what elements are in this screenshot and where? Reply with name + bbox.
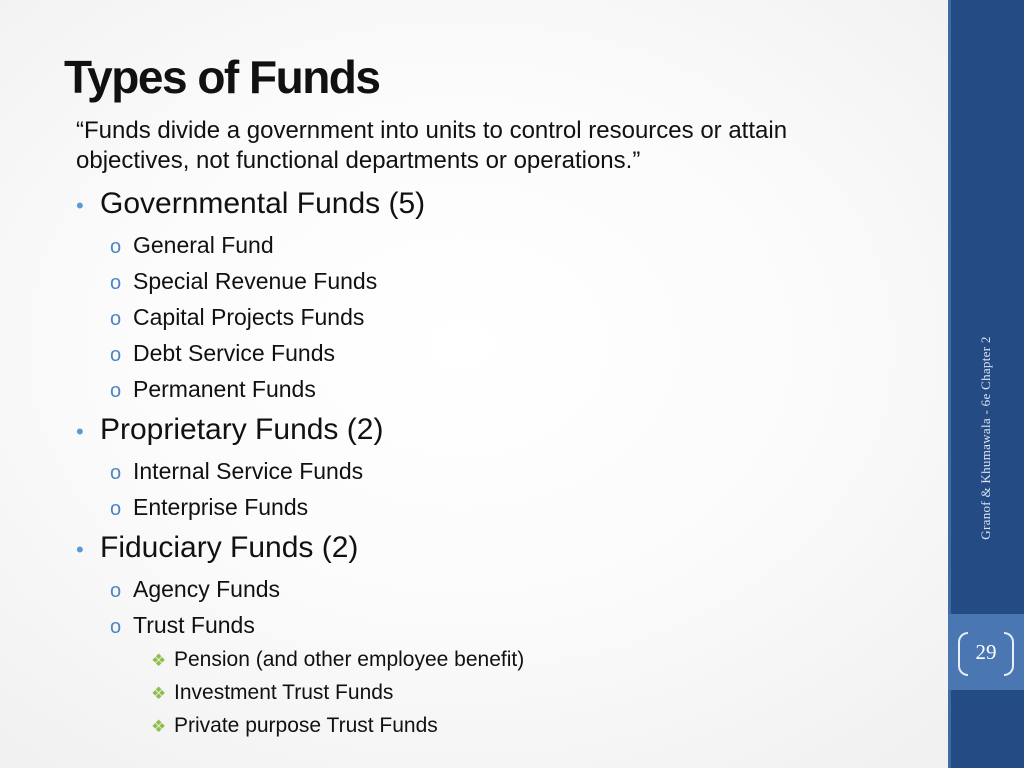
item-label: Debt Service Funds: [133, 340, 335, 366]
bullet-dot-icon: •: [76, 193, 84, 218]
list-item: [76, 644, 916, 677]
page-number: 29: [975, 640, 997, 664]
list-item: [76, 490, 916, 526]
item-label: Agency Funds: [133, 576, 281, 602]
item-label: Permanent Funds: [133, 376, 316, 402]
circle-bullet-icon: o: [110, 236, 122, 258]
circle-bullet-icon: o: [110, 616, 122, 638]
list-item: [76, 372, 916, 408]
list-item: [76, 677, 916, 710]
diamond-flower-bullet-icon: ❖: [151, 717, 167, 736]
list-item: [76, 300, 916, 336]
list-item: [76, 412, 916, 450]
subitem-label: Investment Trust Funds: [174, 681, 394, 704]
circle-bullet-icon: o: [110, 308, 122, 330]
list-item: [76, 264, 916, 300]
footer-text: Granof & Khumawala - 6e Chapter 2: [978, 336, 993, 540]
circle-bullet-icon: o: [110, 580, 122, 602]
item-label: Internal Service Funds: [133, 458, 364, 484]
list-item: [76, 228, 916, 264]
circle-bullet-icon: o: [110, 462, 122, 484]
diamond-flower-bullet-icon: ❖: [151, 651, 167, 670]
item-label: Enterprise Funds: [133, 494, 309, 520]
subitem-label: Pension (and other employee benefit): [174, 648, 525, 671]
subitem-label: Private purpose Trust Funds: [174, 714, 438, 737]
list-item: [76, 608, 916, 644]
list-item: [76, 454, 916, 490]
definition-quote: “Funds divide a government into units to control resources or attain objectives, not functional departments or operations.”: [76, 117, 788, 174]
list-item: [76, 710, 916, 743]
list-item: [76, 530, 916, 568]
circle-bullet-icon: o: [110, 344, 122, 366]
item-label: Special Revenue Funds: [133, 268, 378, 294]
item-label: Trust Funds: [133, 612, 255, 638]
fund-group-proprietary: [76, 412, 916, 526]
group-label: Proprietary Funds (2): [100, 413, 384, 446]
circle-bullet-icon: o: [110, 272, 122, 294]
diamond-flower-bullet-icon: ❖: [151, 684, 167, 703]
slide-title: Types of Funds: [64, 51, 380, 103]
page-number-box: [948, 614, 1024, 690]
group-label: Governmental Funds (5): [100, 187, 426, 220]
item-label: General Fund: [133, 232, 274, 258]
list-item: [76, 572, 916, 608]
group-label: Fiduciary Funds (2): [100, 531, 359, 564]
list-item: [76, 336, 916, 372]
fund-group-governmental: [76, 186, 916, 408]
fund-types-list: [76, 186, 916, 743]
circle-bullet-icon: o: [110, 498, 122, 520]
item-label: Capital Projects Funds: [133, 304, 365, 330]
bullet-dot-icon: •: [76, 419, 84, 444]
bullet-dot-icon: •: [76, 537, 84, 562]
list-item: [76, 186, 916, 224]
circle-bullet-icon: o: [110, 380, 122, 402]
fund-group-fiduciary: [76, 530, 916, 743]
